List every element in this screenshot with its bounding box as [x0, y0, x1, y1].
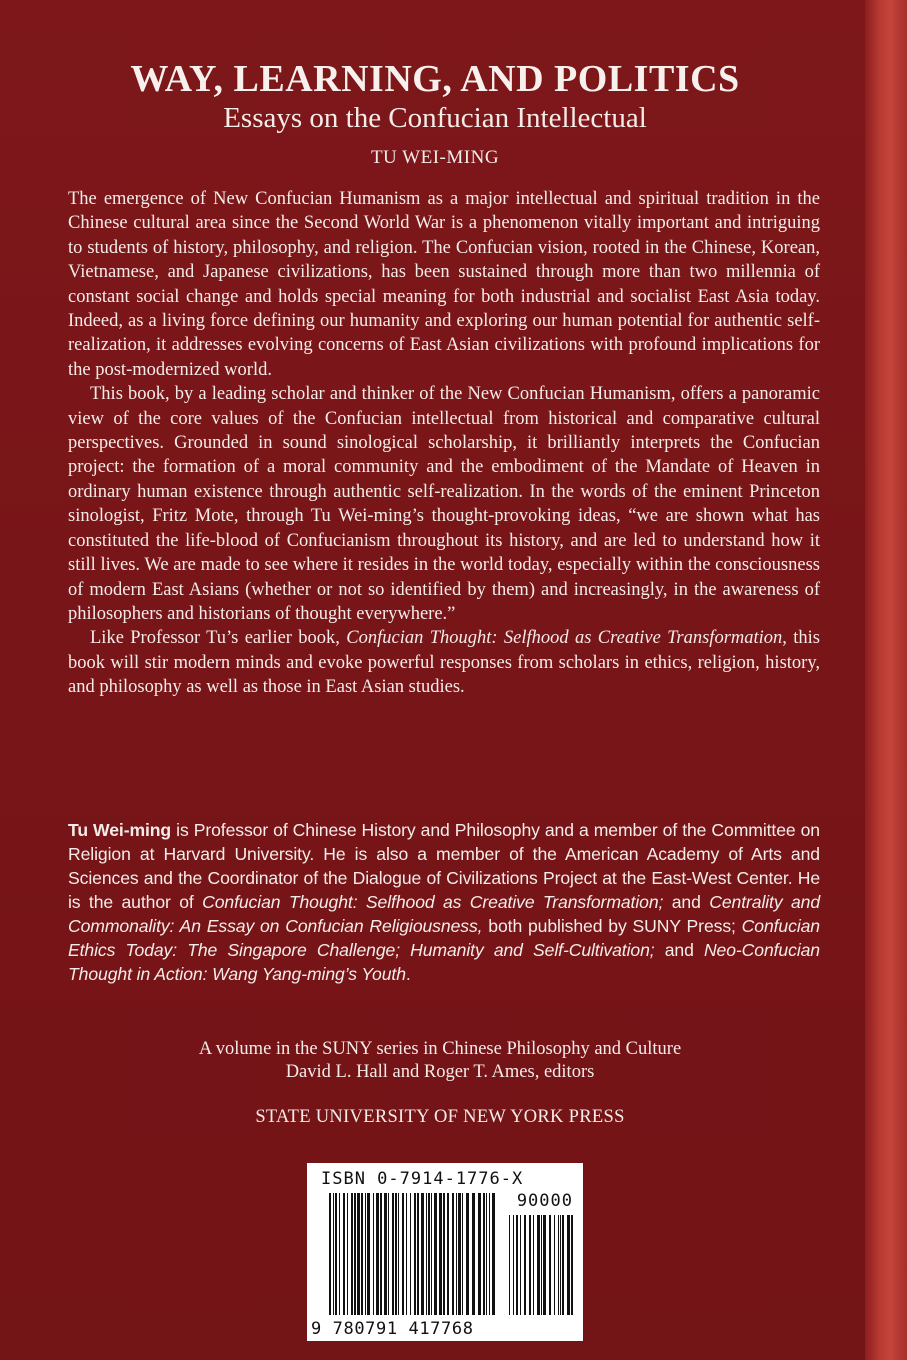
ean-digits: 9 780791 417768	[311, 1319, 474, 1339]
addon-bar	[520, 1215, 521, 1315]
barcode-bar	[333, 1193, 334, 1315]
addon-bar	[560, 1215, 561, 1315]
bio-text-4: and	[654, 940, 704, 960]
description-paragraph-3	[68, 626, 820, 699]
barcode-bar	[443, 1193, 445, 1315]
isbn-label: ISBN 0-7914-1776-X	[321, 1169, 524, 1189]
addon-bar	[533, 1215, 534, 1315]
barcode-bar	[335, 1193, 337, 1315]
barcode-bar	[329, 1193, 331, 1315]
barcode-bar	[421, 1193, 424, 1315]
barcode-bar	[388, 1193, 389, 1315]
bio-text-1: is Professor of Chinese History and Philosophy and a member of the Committee on Religion at Harvard University. He is also a member of the American Academy of Arts and Sciences and the Coordinator of the Dialogue of Civilizations Project at the East-West Center. He is the author of	[68, 820, 820, 912]
barcode-bar	[361, 1193, 363, 1315]
barcode-bar	[367, 1193, 370, 1315]
series-editors: David L. Hall and Roger T. Ames, editors	[285, 1062, 595, 1082]
title-block	[60, 58, 810, 172]
bio-book-4: Neo-Confucian Thought in Action: Wang Yang-ming’s Youth	[68, 940, 820, 984]
barcode-bar	[339, 1193, 340, 1315]
series-note	[160, 1038, 720, 1084]
barcode-bar	[365, 1193, 366, 1315]
barcode-bar	[492, 1193, 495, 1315]
barcode-bar	[447, 1193, 449, 1315]
barcode-bar	[357, 1193, 360, 1315]
barcode-bar	[458, 1193, 461, 1315]
description	[68, 187, 820, 700]
barcode-bar	[472, 1193, 475, 1315]
barcode-bar	[373, 1193, 374, 1315]
barcode-bar	[354, 1193, 356, 1315]
barcode-bar	[392, 1193, 394, 1315]
barcode-bar	[414, 1193, 416, 1315]
spine-edge	[865, 0, 907, 1360]
addon-bar	[537, 1215, 540, 1315]
barcode-bar	[456, 1193, 457, 1315]
barcode-bar	[343, 1193, 345, 1315]
barcode-bar	[478, 1193, 481, 1315]
bio-text-5: .	[405, 964, 411, 984]
addon-bar	[567, 1215, 570, 1315]
bio-text-2: and	[663, 892, 710, 912]
barcode-bar	[384, 1193, 387, 1315]
addon-bar	[524, 1215, 526, 1315]
publisher: STATE UNIVERSITY OF NEW YORK PRESS	[255, 1107, 625, 1127]
addon-bar	[558, 1215, 559, 1315]
barcode-bar	[351, 1193, 353, 1315]
barcode-bar	[489, 1193, 490, 1315]
bio-book-1: Confucian Thought: Selfhood as Creative Transformation;	[202, 892, 664, 912]
barcode-bar	[439, 1193, 442, 1315]
barcode-bar	[410, 1193, 411, 1315]
barcode-bar	[434, 1193, 437, 1315]
bio-author-name: Tu Wei-ming	[68, 820, 172, 840]
barcode-bar	[483, 1193, 485, 1315]
barcode-bars	[307, 1163, 583, 1341]
barcode-bar	[486, 1193, 487, 1315]
barcode-bar	[376, 1193, 379, 1315]
author-name: TU WEI-MING	[370, 147, 500, 168]
addon-bar	[571, 1215, 573, 1315]
barcode-bar	[452, 1193, 454, 1315]
barcode-bar	[347, 1193, 348, 1315]
barcode-bar	[428, 1193, 430, 1315]
book-title: WAY, LEARNING, AND POLITICS	[130, 58, 740, 100]
addon-bar	[529, 1215, 531, 1315]
p3-trail-text: , this book will stir modern minds and evoke powerful responses from scholars in ethics, religion, history, and philosophy as well as those in East Asian studies.	[68, 628, 820, 698]
bio-book-3: Confucian Ethics Today: The Singapore Challenge; Humanity and Self-Cultivation;	[68, 916, 820, 960]
barcode-bar	[462, 1193, 463, 1315]
addon-bar	[554, 1215, 555, 1315]
barcode-bar	[466, 1193, 469, 1315]
addon-bar	[549, 1215, 551, 1315]
addon-bar	[516, 1215, 518, 1315]
earlier-book-title: Confucian Thought: Selfhood as Creative Transformation	[346, 628, 783, 649]
p3-lead-text: Like Professor Tu’s earlier book,	[90, 628, 347, 649]
book-subtitle: Essays on the Confucian Intellectual	[223, 102, 647, 134]
author-bio	[68, 818, 820, 986]
barcode-bar	[380, 1193, 382, 1315]
addon-bar	[562, 1215, 564, 1315]
barcode-panel	[307, 1163, 583, 1341]
addon-bar	[543, 1215, 546, 1315]
barcode-bar	[417, 1193, 419, 1315]
barcode-bar	[431, 1193, 432, 1315]
bio-book-2: Centrality and Commonality: An Essay on Confucian Religiousness,	[68, 892, 821, 936]
barcode-bar	[398, 1193, 399, 1315]
barcode-bar	[402, 1193, 404, 1315]
series-line-1: A volume in the SUNY series in Chinese Philosophy and Culture	[198, 1039, 682, 1059]
bio-text-3: both published by SUNY Press;	[482, 916, 742, 936]
barcode-bar	[395, 1193, 397, 1315]
barcode-bar	[406, 1193, 407, 1315]
barcode-bar	[426, 1193, 427, 1315]
description-paragraph-2: This book, by a leading scholar and thinker of the New Confucian Humanism, offers a panoramic view of the core values of the Confucian intellectual from historical and comparative cultural perspectives. Grounded in sound sinological scholarship, it brilliantly interprets the Confucian project: the formation of a moral community and the embodiment of the Mandate of Heaven in ordinary human existence through authentic self-realization. In the words of the eminent Princeton sinologist, Fritz Mote, through Tu Wei-ming’s thought-provoking ideas, “we are shown what has constituted the life-blood of Confucianism throughout its history, and are led to understand how it still lives. We are made to see where it resides in the world today, especially within the consciousness of modern East Asians (whether or not so identified by them) and increasingly, in the awareness of philosophers and historians of thought everywhere.”	[68, 384, 820, 624]
addon-bar	[513, 1215, 514, 1315]
addon-bar	[541, 1215, 542, 1315]
description-paragraph-1: The emergence of New Confucian Humanism as a major intellectual and spiritual tradition in the Chinese cultural area since the Second World War is a phenomenon vitally important and intriguing to students of history, philosophy, and religion. The Confucian vision, rooted in the Chinese, Korean, Vietnamese, and Japanese civilizations, has been sustained through more than two millennia of constant social change and holds special meaning for both industrial and socialist East Asia today. Indeed, as a living force defining our humanity and exploring our human potential for authentic self-realization, it addresses evolving concerns of East Asian civilizations with profound implications for the post-modernized world.	[68, 189, 820, 380]
addon-bar	[509, 1215, 510, 1315]
price-code: 90000	[516, 1191, 573, 1211]
